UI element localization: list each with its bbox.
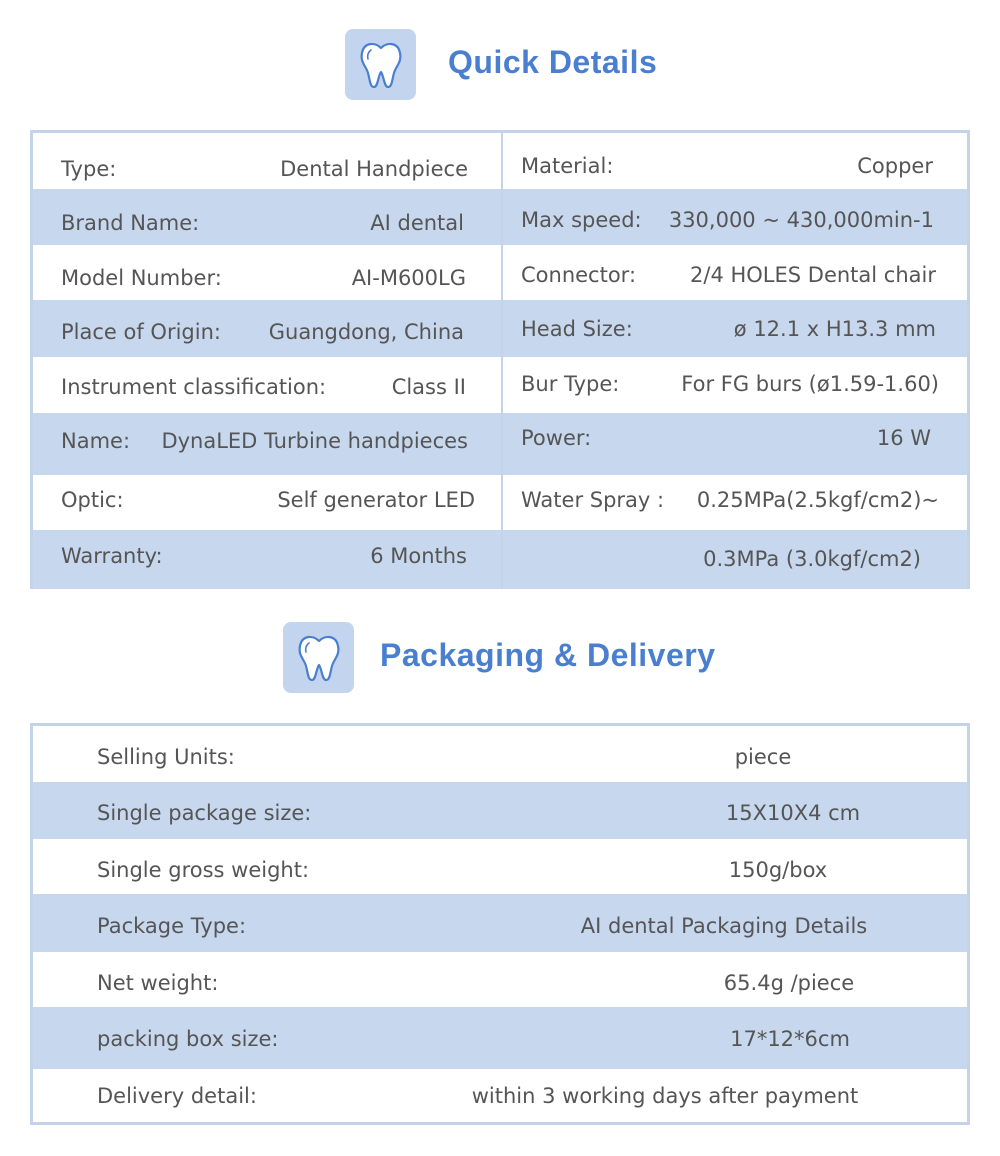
spec-value: Self generator LED — [277, 488, 475, 512]
spec-value: DynaLED Turbine handpieces — [161, 429, 468, 453]
spec-label: Bur Type: — [521, 372, 620, 396]
spec-label: Warranty: — [61, 544, 163, 568]
packaging-label: Package Type: — [97, 914, 247, 938]
packaging-value: 150g/box — [728, 858, 828, 882]
packaging-label: Net weight: — [97, 971, 219, 995]
spec-value: 0.3MPa (3.0kgf/cm2) — [703, 547, 921, 571]
spec-value: Dental Handpiece — [280, 157, 468, 181]
packaging-label: Selling Units: — [97, 745, 235, 769]
spec-label: Type: — [61, 157, 117, 181]
section-title: Quick Details — [448, 44, 658, 80]
spec-value: 6 Months — [370, 544, 467, 568]
packaging-value: 65.4g /piece — [723, 971, 855, 995]
packaging-value: piece — [734, 745, 792, 769]
spec-label: Material: — [521, 154, 614, 178]
packaging-label: Delivery detail: — [97, 1084, 257, 1108]
spec-value: ø 12.1 x H13.3 mm — [733, 317, 936, 341]
table-row — [33, 133, 967, 189]
spec-label: Model Number: — [61, 266, 222, 290]
spec-label: Power: — [521, 426, 592, 450]
quick-details-header — [345, 29, 675, 101]
packaging-label: Single package size: — [97, 801, 312, 825]
packaging-label: packing box size: — [97, 1027, 279, 1051]
spec-label: Instrument classification: — [61, 375, 327, 399]
packaging-table — [30, 723, 970, 1125]
spec-value: Guangdong, China — [268, 320, 464, 344]
packaging-value: AI dental Packaging Details — [580, 914, 868, 938]
column-divider — [501, 133, 503, 589]
tooth-icon — [283, 622, 354, 693]
spec-value: For FG burs (ø1.59-1.60) — [681, 372, 939, 396]
spec-value: Copper — [857, 154, 933, 178]
spec-value: Class II — [391, 375, 466, 399]
spec-label: Optic: — [61, 488, 124, 512]
spec-value: 330,000 ~ 430,000min-1 — [668, 208, 934, 232]
spec-label: Max speed: — [521, 208, 642, 232]
spec-value: 16 W — [876, 426, 931, 450]
spec-label: Name: — [61, 429, 131, 453]
packaging-header — [283, 622, 733, 694]
spec-value: 2/4 HOLES Dental chair — [690, 263, 936, 287]
spec-value: AI dental — [370, 211, 464, 235]
quick-details-table — [30, 130, 970, 589]
spec-label: Head Size: — [521, 317, 633, 341]
packaging-value: 17*12*6cm — [730, 1027, 850, 1051]
spec-label: Connector: — [521, 263, 637, 287]
spec-label: Brand Name: — [61, 211, 200, 235]
packaging-value: 15X10X4 cm — [725, 801, 861, 825]
spec-value: 0.25MPa(2.5kgf/cm2)~ — [696, 488, 939, 512]
packaging-label: Single gross weight: — [97, 858, 310, 882]
spec-label: Water Spray : — [521, 488, 665, 512]
section-title: Packaging & Delivery — [380, 637, 716, 673]
spec-value: AI-M600LG — [351, 266, 466, 290]
spec-label: Place of Origin: — [61, 320, 221, 344]
tooth-icon — [345, 29, 416, 100]
packaging-value: within 3 working days after payment — [471, 1084, 859, 1108]
